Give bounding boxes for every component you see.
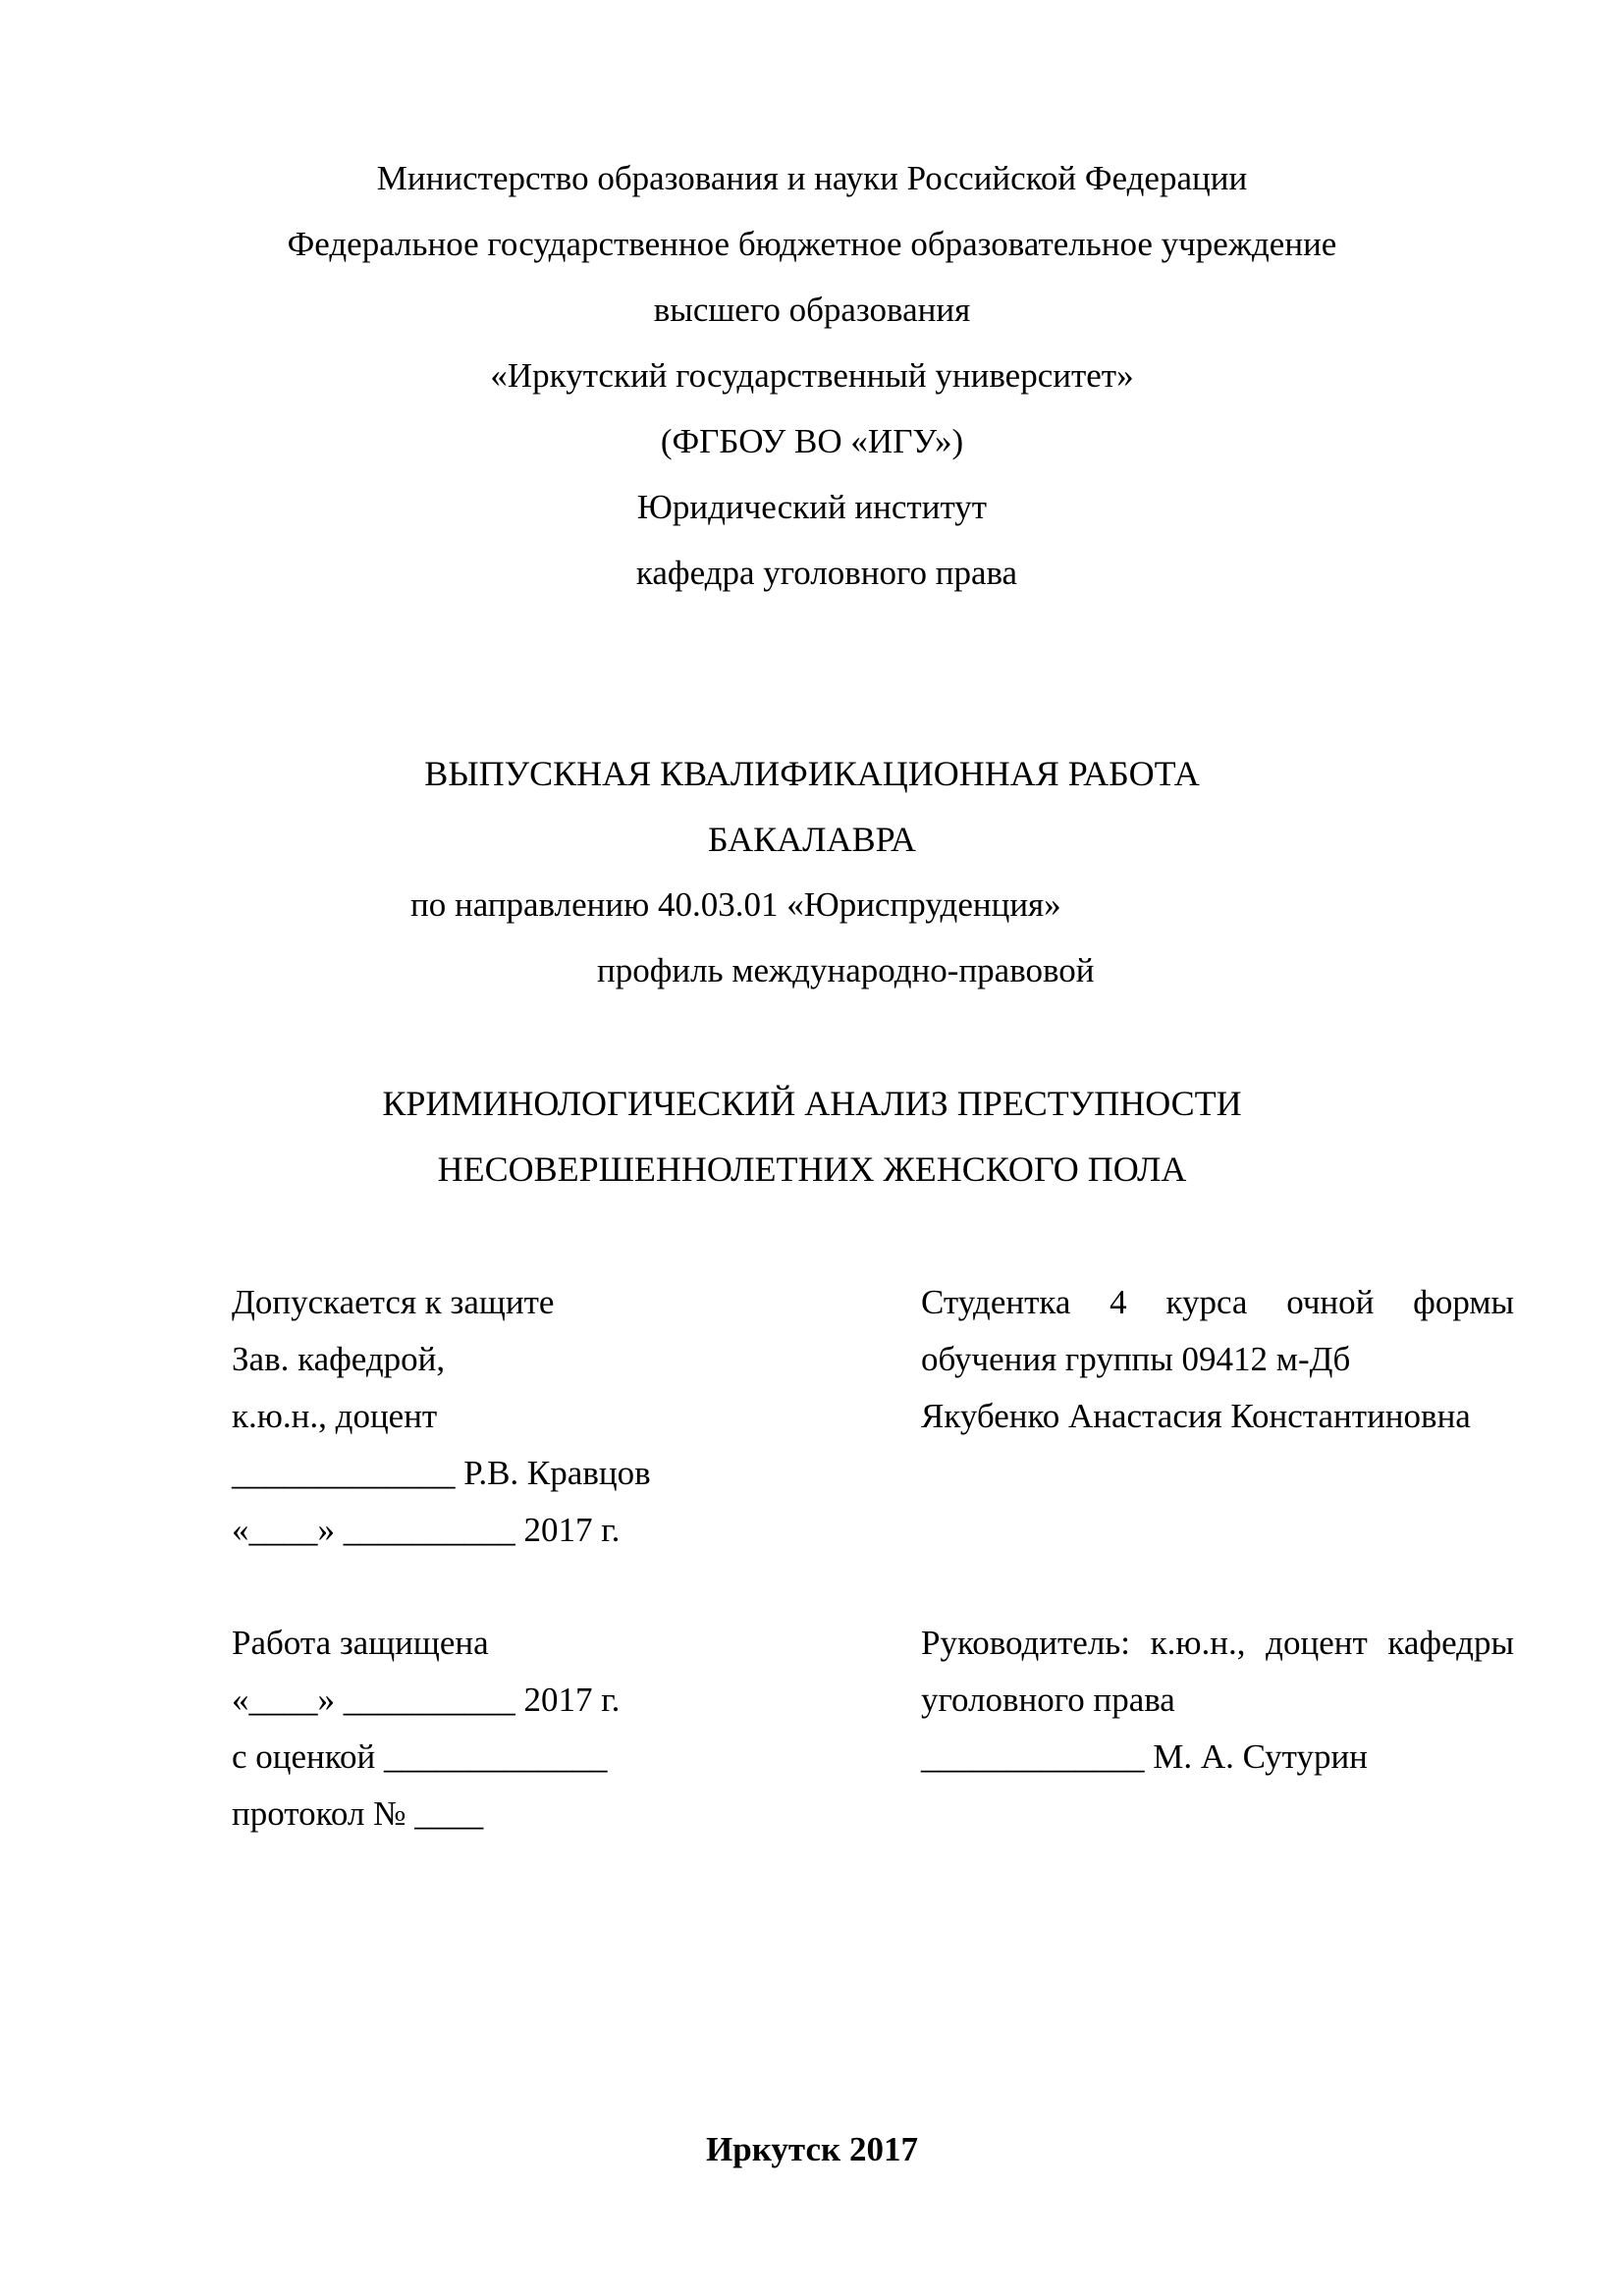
defense-grade-line: с оценкой _____________ [232, 1737, 608, 1776]
institute-name: Юридический институт [636, 488, 988, 526]
admission-date-line: «____» __________ 2017 г. [232, 1511, 621, 1549]
defense-status-line: Работа защищена [232, 1624, 489, 1662]
thesis-title-line2: НЕСОВЕРШЕННОЛЕТНИХ ЖЕНСКОГО ПОЛА [437, 1149, 1187, 1189]
defense-date-line: «____» __________ 2017 г. [232, 1681, 621, 1719]
defense-protocol-line: протокол № ____ [232, 1794, 484, 1833]
head-signature-line: _____________ Р.В. Кравцов [232, 1454, 651, 1492]
direction-line: по направлению 40.03.01 «Юриспруденция» [410, 885, 1061, 924]
ministry-line: Министерство образования и науки Российской Федерации [376, 159, 1248, 197]
student-name: Якубенко Анастасия Константиновна [921, 1397, 1471, 1435]
student-group-line: обучения группы 09412 м-Дб [921, 1340, 1351, 1378]
thesis-title-line1: КРИМИНОЛОГИЧЕСКИЙ АНАЛИЗ ПРЕСТУПНОСТИ [382, 1084, 1242, 1123]
supervisor-title-line: Руководитель: к.ю.н., доцент кафедры [921, 1624, 1514, 1662]
department-name: кафедра уголовного права [635, 554, 1018, 592]
supervisor-department-line: уголовного права [921, 1681, 1175, 1719]
work-type-line1: ВЫПУСКНАЯ КВАЛИФИКАЦИОННАЯ РАБОТА [424, 754, 1200, 793]
admission-line: Допускается к защите [232, 1283, 555, 1321]
university-abbreviation: (ФГБОУ ВО «ИГУ») [660, 422, 964, 460]
student-course-line: Студентка 4 курса очной формы [921, 1283, 1514, 1321]
university-name: «Иркутский государственный университет» [490, 356, 1134, 395]
supervisor-signature-line: _____________ М. А. Сутурин [921, 1737, 1368, 1776]
education-level-line: высшего образования [653, 291, 971, 329]
head-of-department-label: Зав. кафедрой, [232, 1340, 446, 1378]
city-year: Иркутск 2017 [706, 2130, 918, 2168]
profile-line: профиль международно-правовой [597, 951, 1095, 989]
work-type-line2: БАКАЛАВРА [707, 820, 917, 859]
head-degree: к.ю.н., доцент [232, 1397, 438, 1435]
institution-type-line: Федеральное государственное бюджетное образовательное учреждение [287, 225, 1337, 263]
